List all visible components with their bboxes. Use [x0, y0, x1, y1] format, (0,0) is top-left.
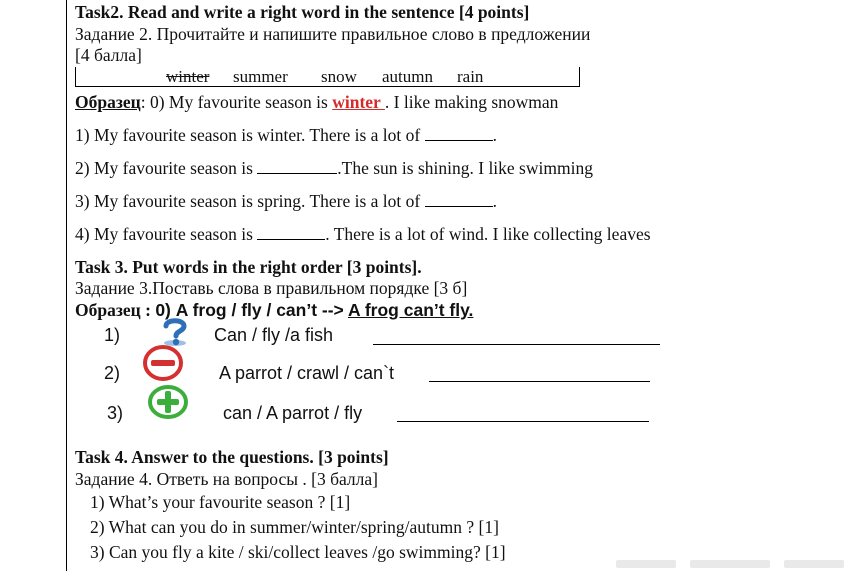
- watermark-fragment: [616, 560, 676, 568]
- scrambled-phrase: A parrot / crawl / can`t: [219, 363, 395, 383]
- question-mark-icon: [159, 317, 191, 347]
- minus-circle-icon: [142, 344, 184, 382]
- sentence-text: 1) My favourite season is winter. There is a lot of: [75, 125, 425, 145]
- page-left-border: [66, 0, 67, 571]
- sentence-text: . There is a lot of wind. I like collecting leaves: [325, 224, 651, 244]
- task4-heading: Task 4. Answer to the questions. [3 points]: [75, 447, 389, 467]
- example-label: Образец: [75, 92, 141, 112]
- task2-sentence-2: [75, 158, 593, 178]
- answer-line[interactable]: [397, 421, 649, 422]
- sentence-text: 2) My favourite season is: [75, 158, 258, 178]
- watermark-fragment: [690, 560, 770, 568]
- task4-question-1: 1) What’s your favourite season ? [1]: [90, 492, 351, 512]
- word-bank-box: [75, 67, 580, 87]
- task3-heading: Task 3. Put words in the right order [3 points].: [75, 257, 422, 277]
- item-number: 1): [104, 325, 121, 345]
- sentence-text: .The sun is shining. I like swimming: [337, 158, 593, 178]
- task2-sentence-3: [75, 191, 497, 211]
- example-answer: winter: [332, 92, 385, 112]
- task2-sentence-4: [75, 224, 651, 244]
- task4-instruction-ru: Задание 4. Ответь на вопросы . [3 балла]: [75, 469, 378, 489]
- item-number: 3): [107, 403, 124, 423]
- plus-circle-icon: [147, 384, 189, 420]
- example-text: 0) A frog / fly / can’t -->: [155, 300, 348, 320]
- sentence-text: .: [492, 125, 497, 145]
- item-number: 2): [104, 363, 121, 383]
- sentence-text: 4) My favourite season is: [75, 224, 258, 244]
- task2-sentence-1: [75, 125, 497, 145]
- word-bank-item: winter: [166, 67, 210, 86]
- task2-heading: Task2. Read and write a right word in the sentence [4 points]: [75, 2, 530, 22]
- example-answer: A frog can’t fly.: [348, 300, 474, 320]
- scrambled-phrase: can / A parrot / fly: [223, 403, 363, 423]
- word-bank-item: autumn: [382, 67, 433, 86]
- task3-instruction-ru: Задание 3.Поставь слова в правильном порядке [3 б]: [75, 278, 468, 298]
- answer-blank[interactable]: [425, 192, 493, 207]
- answer-blank[interactable]: [257, 225, 325, 240]
- answer-blank[interactable]: [257, 159, 337, 174]
- example-label: Образец :: [75, 300, 156, 320]
- sentence-text: .: [492, 191, 497, 211]
- word-bank-item: summer: [233, 67, 288, 86]
- answer-blank[interactable]: [425, 126, 493, 141]
- word-bank-item: rain: [457, 67, 484, 86]
- task3-example: [75, 300, 473, 320]
- task2-example: [75, 92, 558, 112]
- task2-points-ru: [4 балла]: [75, 45, 142, 65]
- answer-line[interactable]: [373, 344, 660, 345]
- task4-question-2: 2) What can you do in summer/winter/spring/autumn ? [1]: [90, 517, 499, 537]
- sentence-text: 3) My favourite season is spring. There is a lot of: [75, 191, 425, 211]
- task4-question-3: 3) Can you fly a kite / ski/collect leaves /go swimming? [1]: [90, 542, 506, 562]
- scrambled-phrase: Can / fly /a fish: [214, 325, 334, 345]
- example-suffix: . I like making snowman: [384, 92, 559, 112]
- example-prefix: : 0) My favourite season is: [140, 92, 333, 112]
- task2-instruction-ru: Задание 2. Прочитайте и напишите правильное слово в предложении: [75, 24, 591, 44]
- watermark-fragment: [784, 560, 844, 568]
- word-bank-item: snow: [321, 67, 357, 86]
- answer-line[interactable]: [429, 381, 650, 382]
